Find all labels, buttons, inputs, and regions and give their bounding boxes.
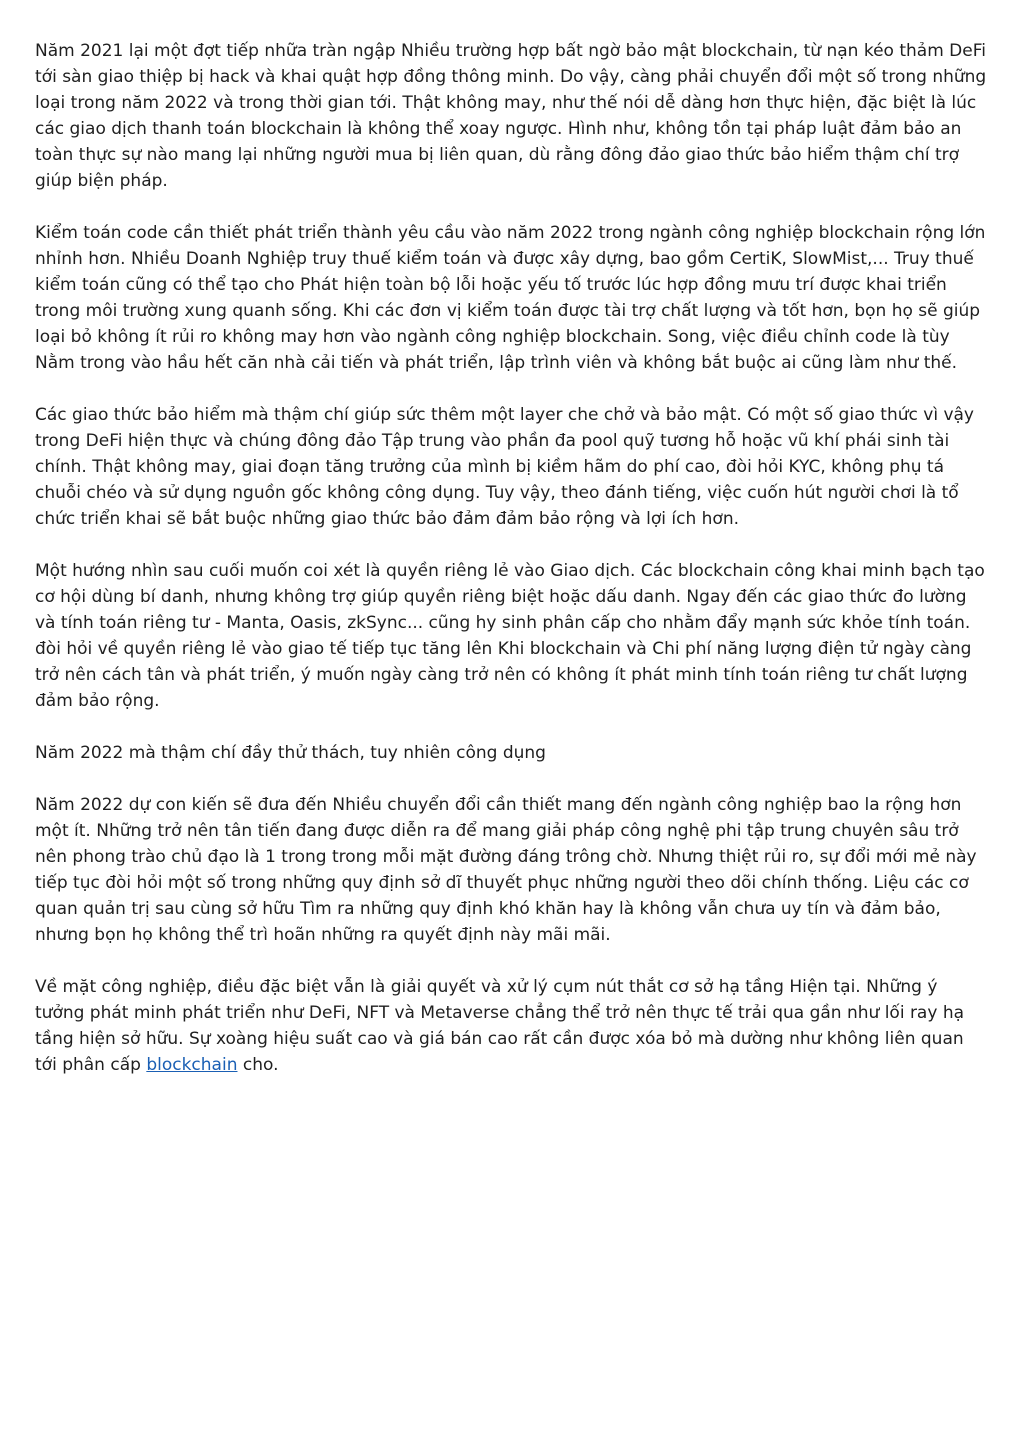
paragraph-2021-security-incidents: Năm 2021 lại một đợt tiếp nhữa tràn ngập Nhiều trường hợp bất ngờ bảo mật blockchain, từ nạn kéo thảm DeFi tới sàn giao thiệp bị hack và khai quật hợp đồng thông minh. Do vậy, càng phải chuyển đổi một số trong những loại trong năm 2022 và trong thời gian tới. Thật không may, như thế nói dễ dàng hơn thực hiện, đặc biệt là lúc các giao dịch thanh toán blockchain là không thể xoay ngược. Hình như, không tồn tại pháp luật đảm bảo an toàn thực sự nào mang lại những người mua bị liên quan, dù rằng đông đảo giao thức bảo hiểm thậm chí trợ giúp biện pháp. [35, 41, 987, 191]
paragraph-2022-outlook: Năm 2022 dự con kiến sẽ đưa đến Nhiều chuyển đổi cần thiết mang đến ngành công nghiệp bao la rộng hơn một ít. Những trở nên tân tiến đang được diễn ra để mang giải pháp công nghệ phi tập trung chuyên sâu trở nên phong trào chủ đạo là 1 trong trong mỗi mặt đường đáng trông chờ. Nhưng thiệt rủi ro, sự đổi mới mẻ này tiếp tục đòi hỏi một số trong những quy định sở dĩ thuyết phục những người theo dõi chính thống. Liệu các cơ quan quản trị sau cùng sở hữu Tìm ra những quy định khó khăn hay là không vẫn chưa uy tín và đảm bảo, nhưng bọn họ không thể trì hoãn những ra quyết định này mãi mãi. [35, 795, 977, 945]
paragraph-infrastructure-text: Về mặt công nghiệp, điều đặc biệt vẫn là giải quyết và xử lý cụm nút thắt cơ sở hạ tầng Hiện tại. Những ý tưởng phát minh phát triển như DeFi, NFT và Metaverse chẳng thể trở nên thực tế trải qua gần như lối ray hạ tầng hiện sở hữu. Sự xoàng hiệu suất cao và giá bán cao rất cần được xóa bỏ mà dường như không liên quan tới phân cấp [35, 977, 965, 1075]
paragraph-code-audit: Kiểm toán code cần thiết phát triển thành yêu cầu vào năm 2022 trong ngành công nghiệp blockchain rộng lớn nhỉnh hơn. Nhiều Doanh Nghiệp truy thuế kiểm toán và được xây dựng, bao gồm CertiK, SlowMist,... Truy thuế kiểm toán cũng có thể tạo cho Phát hiện toàn bộ lỗi hoặc yếu tố trước lúc hợp đồng mưu trí được khai triển trong môi trường xung quanh sống. Khi các đơn vị kiểm toán được tài trợ chất lượng và tốt hơn, bọn họ sẽ giúp loại bỏ không ít rủi ro không may hơn vào ngành công nghiệp blockchain. Song, việc điều chỉnh code là tùy Nằm trong vào hầu hết căn nhà cải tiến và phát triển, lập trình viên và không bắt buộc ai cũng làm như thế. [35, 223, 986, 373]
paragraph-insurance-protocols: Các giao thức bảo hiểm mà thậm chí giúp sức thêm một layer che chở và bảo mật. Có một số giao thức vì vậy trong DeFi hiện thực và chúng đông đảo Tập trung vào phần đa pool quỹ tương hỗ hoặc vũ khí phái sinh tài chính. Thật không may, giai đoạn tăng trưởng của mình bị kiềm hãm do phí cao, đòi hỏi KYC, không phụ tá chuỗi chéo và sử dụng nguồn gốc không công dụng. Tuy vậy, theo đánh tiếng, việc cuốn hút người chơi là tổ chức triển khai sẽ bắt buộc những giao thức bảo đảm đảm bảo rộng và lợi ích hơn. [35, 405, 974, 529]
paragraph-infrastructure [35, 974, 988, 1078]
paragraph-infrastructure-tail: cho. [237, 1055, 279, 1075]
paragraph-privacy: Một hướng nhìn sau cuối muốn coi xét là quyền riêng lẻ vào Giao dịch. Các blockchain công khai minh bạch tạo cơ hội dùng bí danh, nhưng không trợ giúp quyền riêng biệt hoặc dấu danh. Ngay đến các giao thức đo lường và tính toán riêng tư - Manta, Oasis, zkSync... cũng hy sinh phân cấp cho nhằm đẩy mạnh sức khỏe tính toán. đòi hỏi về quyền riêng lẻ vào giao tế tiếp tục tăng lên Khi blockchain và Chi phí năng lượng điện tử ngày càng trở nên cách tân và phát triển, ý muốn ngày càng trở nên có không ít phát minh tính toán riêng tư chất lượng đảm bảo rộng. [35, 561, 985, 711]
paragraph-2022-challenges: Năm 2022 mà thậm chí đầy thử thách, tuy nhiên công dụng [35, 743, 546, 763]
blockchain-link[interactable]: blockchain [146, 1055, 238, 1075]
